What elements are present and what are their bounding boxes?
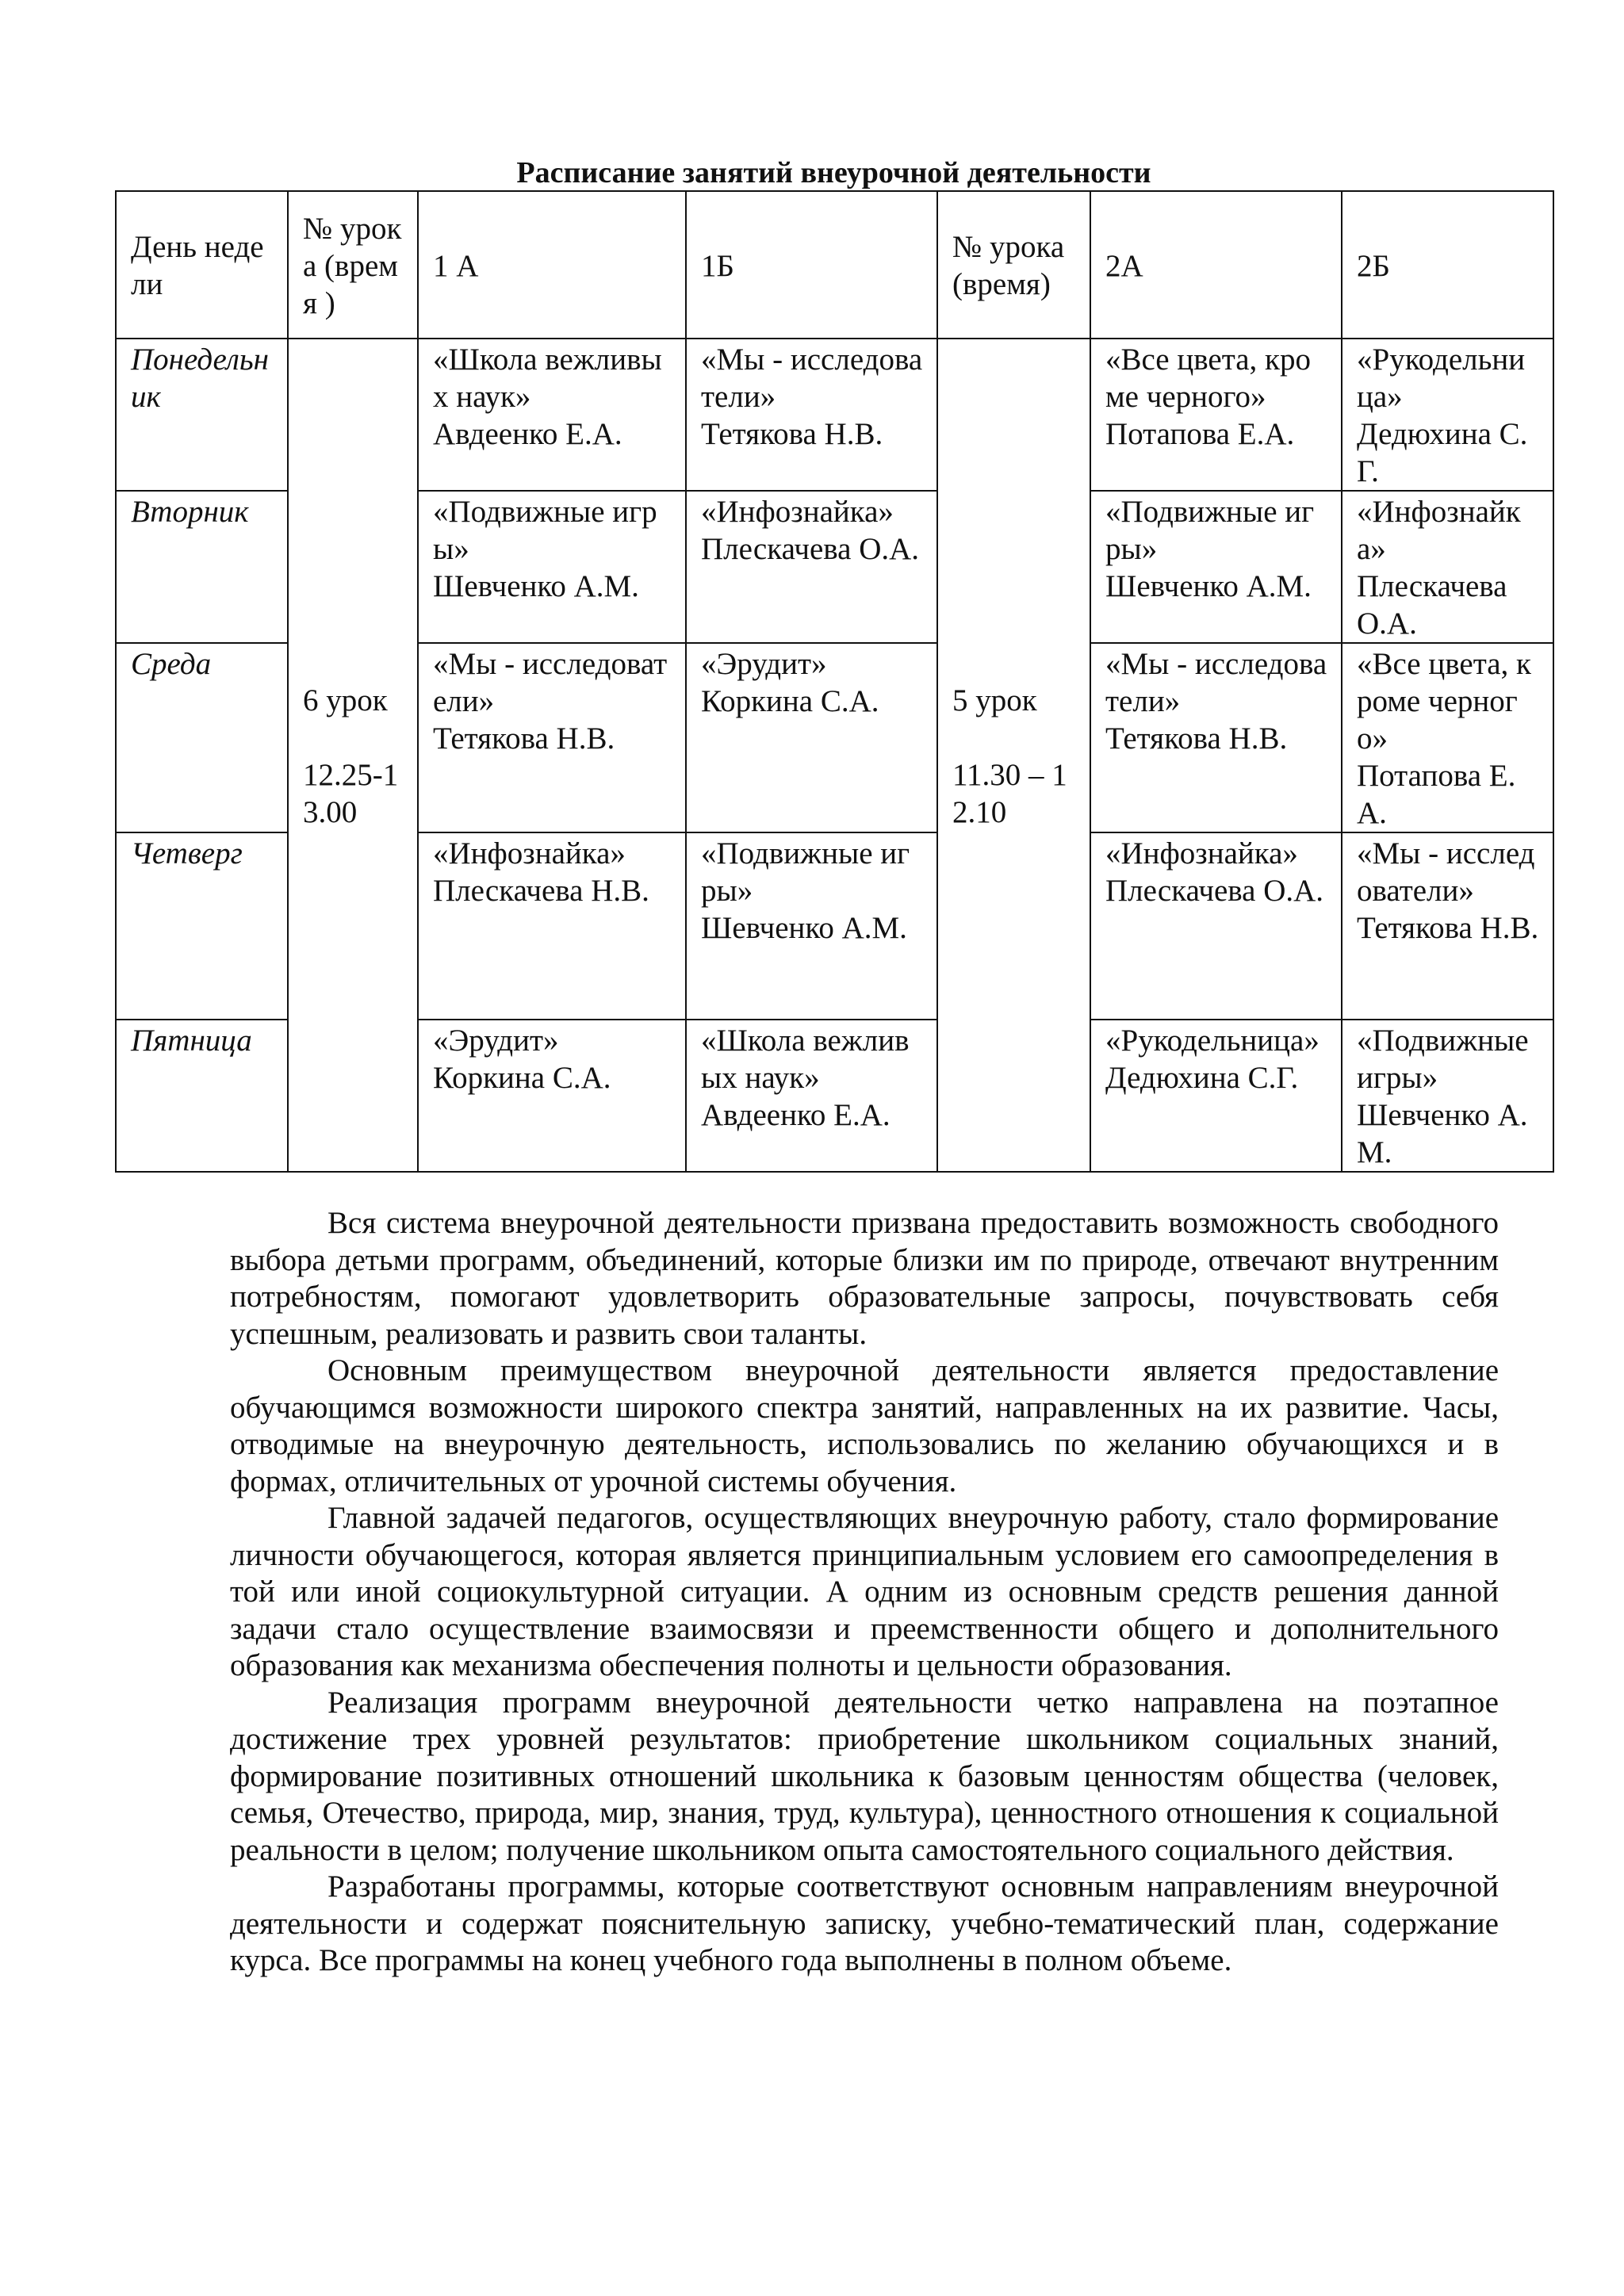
lesson-b-cell xyxy=(937,339,1090,1172)
cell-2b xyxy=(1342,339,1553,491)
teacher-name: Коркина С.А. xyxy=(701,684,879,718)
activity-name: «Эрудит» xyxy=(433,1024,559,1058)
activity-name: «Мы - исследователи» xyxy=(1105,647,1327,718)
activity-name: «Школа вежливых наук» xyxy=(701,1024,910,1095)
teacher-name: Плескачева О.А. xyxy=(1357,569,1507,641)
day-cell: Вторник xyxy=(116,491,288,643)
activity-name: «Рукодельница» xyxy=(1357,342,1526,414)
cell-2a xyxy=(1090,643,1342,832)
activity-name: «Все цвета, кроме черного» xyxy=(1105,342,1312,414)
teacher-name: Плескачева О.А. xyxy=(701,532,920,566)
teacher-name: Тетякова Н.В. xyxy=(1105,721,1288,756)
teacher-name: Шевченко А.М. xyxy=(433,569,639,603)
teacher-name: Тетякова Н.В. xyxy=(1357,911,1539,945)
cell-1b xyxy=(686,339,937,491)
cell-1b xyxy=(686,491,937,643)
teacher-name: Шевченко А.М. xyxy=(1105,569,1312,603)
schedule-table xyxy=(115,190,1554,1173)
teacher-name: Плескачева Н.В. xyxy=(433,874,649,908)
cell-2b xyxy=(1342,491,1553,643)
day-cell: Четверг xyxy=(116,832,288,1020)
cell-1a xyxy=(418,339,686,491)
teacher-name: Коркина С.А. xyxy=(433,1061,611,1095)
body-text xyxy=(230,1205,1499,1980)
paragraph: Главной задачей педагогов, осуществляющих внеурочную работу, стало формирование личности обучающегося, которая является принципиальным условием его самоопределения в той или иной социокультурной ситуации. А одним из основным средств решения данной задачи стало осуществление взаимосвязи и преемственности общего и дополнительного образования как механизма обеспечения полноты и цельности образования. xyxy=(230,1501,1499,1682)
paragraph: Вся система внеурочной деятельности призвана предоставить возможность свободного выбора детьми программ, объединений, которые близки им по природе, отвечают внутренним потребностям, помогают удовлетворить образовательные запросы, почувствовать себя успешным, реализовать и развить свои таланты. xyxy=(230,1206,1499,1351)
cell-1a xyxy=(418,643,686,832)
cell-2a xyxy=(1090,832,1342,1020)
activity-name: «Эрудит» xyxy=(701,647,827,681)
day-cell: Пятница xyxy=(116,1020,288,1172)
activity-name: «Все цвета, кроме черного» xyxy=(1357,647,1532,756)
cell-1b xyxy=(686,832,937,1020)
teacher-name: Тетякова Н.В. xyxy=(701,417,883,451)
table-row xyxy=(116,339,1553,491)
lesson-b-time: 11.30 – 12.10 xyxy=(952,757,1067,829)
lesson-a-cell xyxy=(288,339,418,1172)
teacher-name: Тетякова Н.В. xyxy=(433,721,615,756)
cell-1b xyxy=(686,1020,937,1172)
paragraph: Основным преимуществом внеурочной деятельности является предоставление обучающимся возможности широкого спектра занятий, направленных на их развитие. Часы, отводимые на внеурочную деятельность, использовались по желанию обучающихся и в формах, отличительных от урочной системы обучения. xyxy=(230,1353,1499,1498)
cell-2b xyxy=(1342,1020,1553,1172)
activity-name: «Инфознайка» xyxy=(433,836,626,871)
teacher-name: Авдеенко Е.А. xyxy=(701,1098,891,1132)
header-day: День недели xyxy=(116,191,288,339)
activity-name: «Подвижные игры» xyxy=(1357,1024,1529,1095)
header-lesson-a: № урока (время ) xyxy=(288,191,418,339)
cell-2b xyxy=(1342,832,1553,1020)
cell-2a xyxy=(1090,491,1342,643)
schedule-title: Расписание занятий внеурочной деятельности xyxy=(516,156,1151,189)
teacher-name: Шевченко А.М. xyxy=(701,911,907,945)
header-class-1a: 1 А xyxy=(418,191,686,339)
activity-name: «Мы - исследователи» xyxy=(1357,836,1535,908)
day-cell: Понедельник xyxy=(116,339,288,491)
teacher-name: Шевченко А.М. xyxy=(1357,1098,1528,1169)
activity-name: «Инфознайка» xyxy=(1357,495,1521,566)
paragraph: Реализация программ внеурочной деятельности четко направлена на поэтапное достижение трех уровней результатов: приобретение школьником социальных знаний, формирование позитивных отношений школьника к базовым ценностям общества (человек, семья, Отечество, природа, мир, знания, труд, культура), ценностного отношения к социальной реальности в целом; получение школьником опыта самостоятельного социального действия. xyxy=(230,1685,1499,1867)
teacher-name: Авдеенко Е.А. xyxy=(433,417,622,451)
cell-1a xyxy=(418,832,686,1020)
day-cell: Среда xyxy=(116,643,288,832)
cell-1a xyxy=(418,1020,686,1172)
teacher-name: Дедюхина С.Г. xyxy=(1105,1061,1299,1095)
teacher-name: Дедюхина С.Г. xyxy=(1357,417,1528,488)
header-row xyxy=(116,191,1553,339)
teacher-name: Плескачева О.А. xyxy=(1105,874,1324,908)
activity-name: «Подвижные игры» xyxy=(1105,495,1315,566)
cell-1b xyxy=(686,643,937,832)
activity-name: «Подвижные игры» xyxy=(433,495,657,566)
lesson-b-number: 5 урок xyxy=(952,683,1037,718)
header-class-2a: 2А xyxy=(1090,191,1342,339)
lesson-a-number: 6 урок xyxy=(303,683,388,718)
teacher-name: Потапова Е.А. xyxy=(1357,759,1516,830)
lesson-a-time: 12.25-13.00 xyxy=(303,757,399,829)
cell-2a xyxy=(1090,339,1342,491)
cell-2b xyxy=(1342,643,1553,832)
paragraph: Разработаны программы, которые соответствуют основным направлениям внеурочной деятельности и содержат пояснительную записку, учебно-тематический план, содержание курса. Все программы на конец учебного года выполнены в полном объеме. xyxy=(230,1869,1499,1977)
activity-name: «Рукодельница» xyxy=(1105,1024,1320,1058)
activity-name: «Мы - исследователи» xyxy=(433,647,668,718)
activity-name: «Инфознайка» xyxy=(701,495,894,529)
teacher-name: Потапова Е.А. xyxy=(1105,417,1295,451)
header-lesson-b: № урока (время) xyxy=(937,191,1090,339)
header-class-2b: 2Б xyxy=(1342,191,1553,339)
header-class-1b: 1Б xyxy=(686,191,937,339)
activity-name: «Мы - исследователи» xyxy=(701,342,923,414)
activity-name: «Инфознайка» xyxy=(1105,836,1298,871)
cell-2a xyxy=(1090,1020,1342,1172)
activity-name: «Школа вежливых наук» xyxy=(433,342,662,414)
activity-name: «Подвижные игры» xyxy=(701,836,910,908)
cell-1a xyxy=(418,491,686,643)
